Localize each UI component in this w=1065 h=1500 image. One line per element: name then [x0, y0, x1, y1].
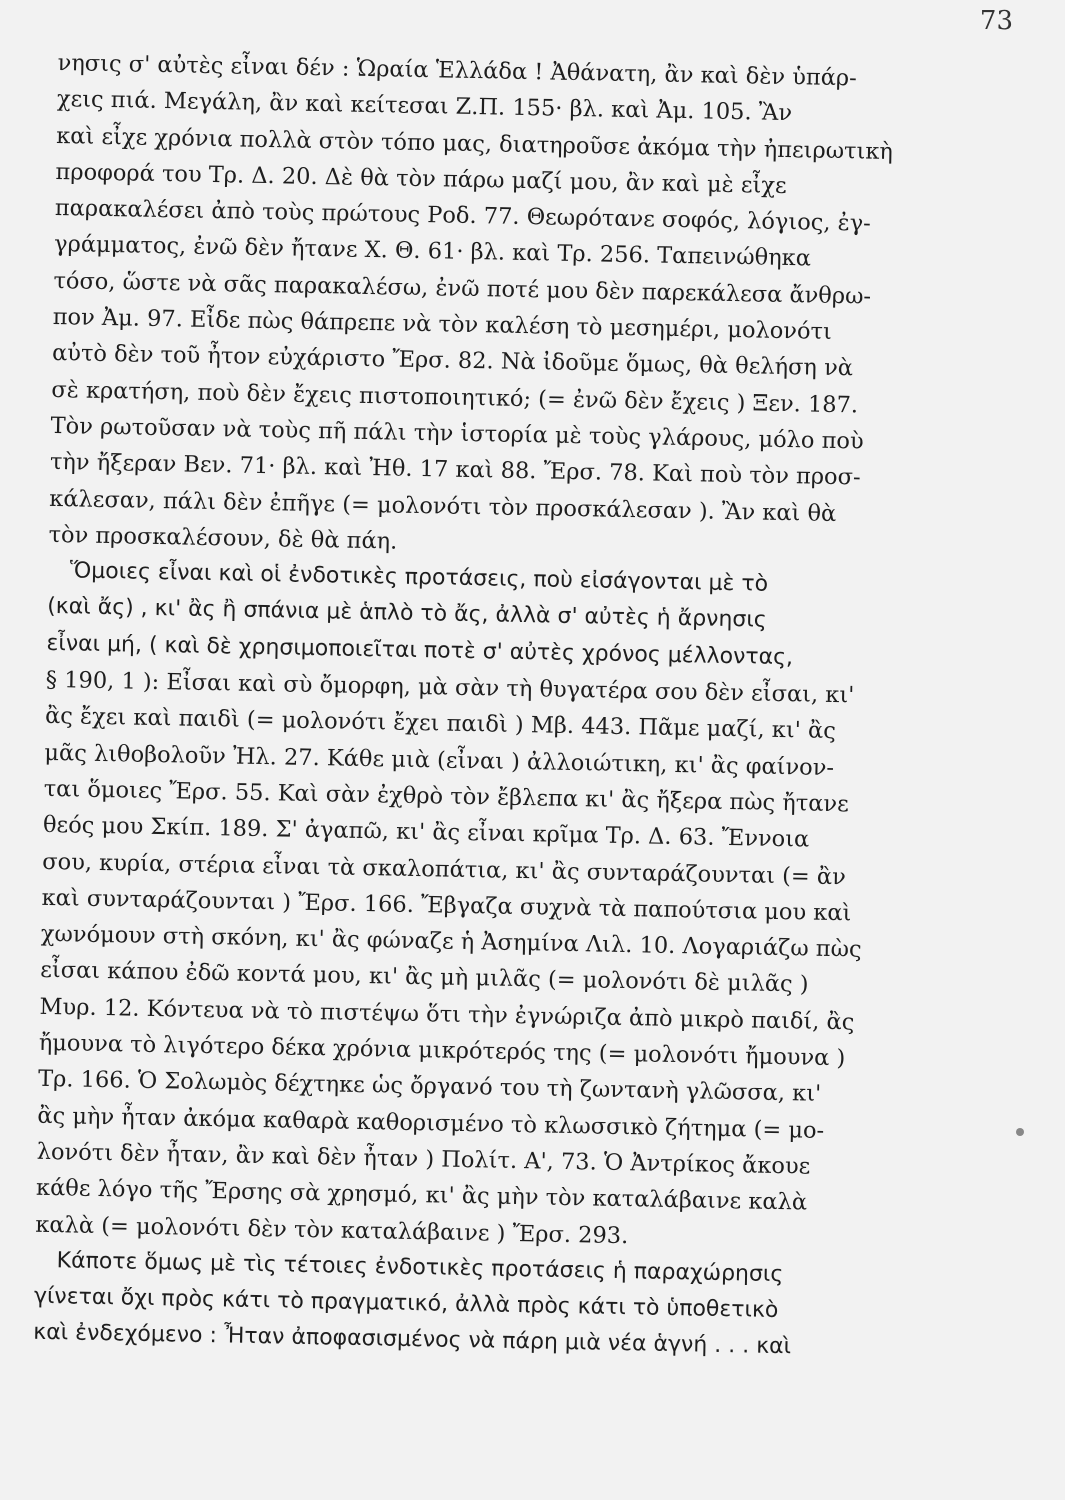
paragraph-start-line: Κάποτε ὅμως μὲ τὶς τέτοιες ἐνδοτικὲς προτάσεις ἡ παραχώρησις	[56, 1247, 784, 1287]
body-text	[33, 45, 928, 1368]
text-line: νησις σ' αὐτὲς εἶναι δέν : Ὡραία Ἑλλάδα ! Ἀθάνατη, ἂν καὶ δὲν ὑπάρ-	[57, 49, 857, 92]
text-line: θεός μου Σκίπ. 189. Σ' ἀγαπῶ, κι' ἂς εἶναι κρῖμα Τρ. Δ. 63. Ἔννοια	[42, 812, 810, 853]
text-line: χωνόμουν στὴ σκόνη, κι' ἂς φώναζε ἡ Ἀσημίνα Λιλ. 10. Λογαριάζω πὼς	[40, 920, 862, 963]
text-line: ἤμουνα τὸ λιγότερο δέκα χρόνια μικρότερός της (= μολονότι ἤμουνα )	[38, 1029, 846, 1072]
text-line: Τρ. 166. Ὁ Σολωμὸς δέχτηκε ὡς ὄργανό του τὴ ζωντανὴ γλῶσσα, κι'	[37, 1066, 822, 1108]
text-line: ἂς μὴν ἦταν ἀκόμα καθαρὰ καθορισμένο τὸ κλωσσικὸ ζήτημα (= μο-	[37, 1102, 825, 1144]
text-line: εἶναι μή, ( καὶ δὲ χρησιμοποιεῖται ποτὲ σ' αὐτὲς χρόνος μέλλοντας,	[46, 630, 794, 670]
text-line: αὐτὸ δὲν τοῦ ἦτον εὐχάριστο Ἔρσ. 82. Νὰ ἰδοῦμε ὅμως, θὰ θελήση νὰ	[51, 340, 854, 382]
text-line: ἂς ἔχει καὶ παιδὶ (= μολονότι ἔχει παιδὶ ) Μβ. 443. Πᾶμε μαζί, κι' ἂς	[44, 703, 837, 745]
text-line: χεις πιά. Μεγάλη, ἂν καὶ κείτεσαι Ζ.Π. 155· βλ. καὶ Ἀμ. 105. Ἂν	[56, 86, 793, 127]
text-line: γράμματος, ἐνῶ δὲν ἤτανε Χ. Θ. 61· βλ. καὶ Τρ. 256. Ταπεινώθηκα	[53, 231, 812, 272]
text-line: σὲ κρατήση, ποὺ δὲν ἔχεις πιστοποιητικό; (= ἐνῶ δὲν ἔχεις ) Ξεν. 187.	[51, 376, 859, 419]
ink-mark	[1016, 1128, 1024, 1136]
text-line: καὶ ἐνδεχόμενο : Ἦταν ἀποφασισμένος νὰ πάρη μιὰ νέα ἁγνή . . . καὶ	[33, 1320, 792, 1360]
text-line: κάλεσαν, πάλι δὲν ἐπῆγε (= μολονότι τὸν προσκάλεσαν ). Ἂν καὶ θὰ	[49, 485, 837, 527]
text-line: Τὸν ρωτοῦσαν νὰ τοὺς πῆ πάλι τὴν ἱστορία μὲ τοὺς γλάρους, μόλο ποὺ	[50, 412, 864, 455]
text-line: εἶσαι κάπου ἐδῶ κοντά μου, κι' ἂς μὴ μιλᾶς (= μολονότι δὲ μιλᾶς )	[39, 957, 809, 999]
text-line: τὸν προσκαλέσουν, δὲ θὰ πάη.	[48, 521, 398, 555]
text-line: καλὰ (= μολονότι δὲν τὸν καταλάβαινε ) Ἔρσ. 293.	[35, 1211, 629, 1249]
text-line: γίνεται ὄχι πρὸς κάτι τὸ πραγματικό, ἀλλὰ πρὸς κάτι τὸ ὑποθετικὸ	[33, 1283, 779, 1324]
text-line: προφορά του Τρ. Δ. 20. Δὲ θὰ τὸν πάρω μαζί μου, ἂν καὶ μὲ εἶχε	[55, 158, 787, 199]
text-line: § 190, 1 ): Εἶσαι καὶ σὺ ὄμορφη, μὰ σὰν τὴ θυγατέρα σου δὲν εἶσαι, κι'	[45, 666, 855, 709]
text-line: τὴν ἤξεραν Βεν. 71· βλ. καὶ Ἠθ. 17 καὶ 88. Ἔρσ. 78. Καὶ ποὺ τὸν προσ-	[49, 449, 861, 491]
text-line: καὶ συνταράζουνται ) Ἔρσ. 166. Ἔβγαζα συχνὰ τὰ παπούτσια μου καὶ	[41, 884, 852, 927]
text-line: κάθε λόγο τῆς Ἔρσης σὰ χρησμό, κι' ἂς μὴν τὸν καταλάβαινε καλὰ	[35, 1174, 808, 1216]
text-line: (καὶ ἄς) , κι' ἂς ἢ σπάνια μὲ ἁπλὸ τὸ ἄς, ἀλλὰ σ' αὐτὲς ἡ ἄρνησις	[46, 594, 767, 634]
text-line: μᾶς λιθοβολοῦν Ἠλ. 27. Κάθε μιὰ (εἶναι ) ἀλλοιώτικη, κι' ἂς φαίνον-	[44, 739, 835, 781]
text-line: πον Ἀμ. 97. Εἶδε πὼς θάπρεπε νὰ τὸν καλέση τὸ μεσημέρι, μολονότι	[52, 304, 833, 345]
paragraph-start-line: Ὅμοιες εἶναι καὶ οἱ ἐνδοτικὲς προτάσεις, ποὺ εἰσάγονται μὲ τὸ	[69, 558, 769, 597]
text-line: σου, κυρία, στέρια εἶναι τὰ σκαλοπάτια, κι' ἂς συνταράζουνται (= ἂν	[42, 848, 847, 890]
text-line: λονότι δὲν ἦταν, ἂν καὶ δὲν ἦταν ) Πολίτ. Α', 73. Ὁ Ἀντρίκος ἄκουε	[36, 1138, 811, 1180]
text-line: τόσο, ὥστε νὰ σᾶς παρακαλέσω, ἐνῶ ποτέ μου δὲν παρεκάλεσα ἄνθρω-	[53, 267, 872, 310]
text-line: Μυρ. 12. Κόντευα νὰ τὸ πιστέψω ὅτι τὴν ἐγνώριζα ἀπὸ μικρὸ παιδί, ἂς	[39, 993, 855, 1036]
text-line: ται ὅμοιες Ἔρσ. 55. Καὶ σὰν ἐχθρὸ τὸν ἔβλεπα κι' ἂς ἤξερα πὼς ἤτανε	[43, 775, 850, 818]
page-number: 73	[979, 6, 1013, 36]
text-line: καὶ εἶχε χρόνια πολλὰ στὸν τόπο μας, διατηροῦσε ἀκόμα τὴν ἠπειρωτικὴ	[56, 122, 894, 165]
text-line: παρακαλέσει ἀπὸ τοὺς πρώτους Ροδ. 77. Θεωρότανε σοφός, λόγιος, ἐγ-	[54, 195, 872, 237]
